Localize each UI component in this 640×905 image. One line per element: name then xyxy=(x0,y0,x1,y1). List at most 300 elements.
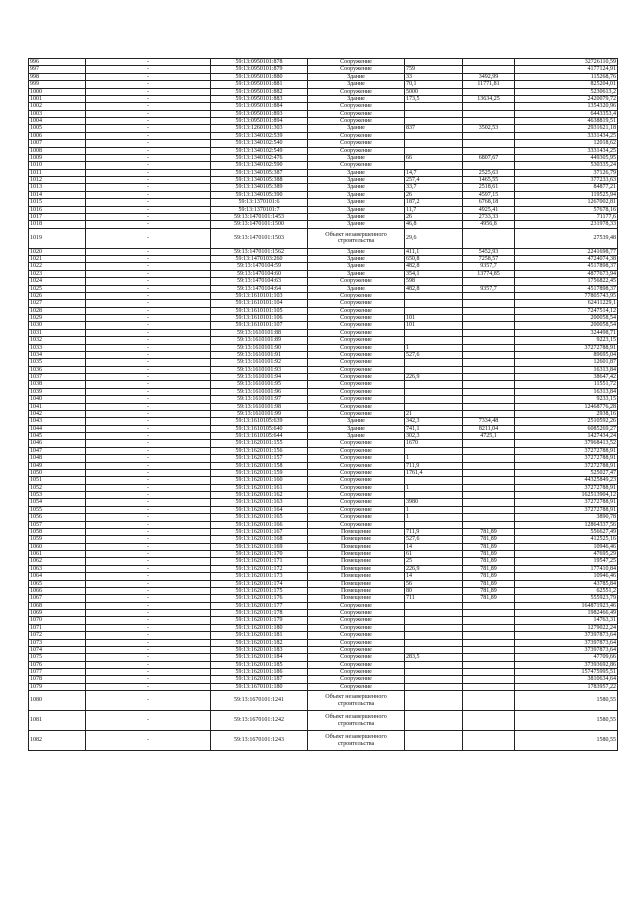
table-row xyxy=(29,322,618,329)
object-type: Сооружение xyxy=(308,337,405,344)
table-row xyxy=(29,587,618,594)
table-row xyxy=(29,558,618,565)
row-number: 1018 xyxy=(29,221,86,228)
row-dash: - xyxy=(86,632,211,639)
cadastral-number: 59:13:1470101:1453 xyxy=(211,213,308,220)
area-value xyxy=(405,59,463,66)
cadastral-cost: 12018,62 xyxy=(515,140,618,147)
table-row xyxy=(29,154,618,161)
cadastral-number: 59:13:1470103:260 xyxy=(211,256,308,263)
table-row xyxy=(29,669,618,676)
row-number: 1057 xyxy=(29,521,86,528)
row-dash: - xyxy=(86,59,211,66)
area-value: 837 xyxy=(405,125,463,132)
row-dash: - xyxy=(86,661,211,668)
cadastral-number: 59:13:1340105:387 xyxy=(211,169,308,176)
specific-value xyxy=(463,711,515,731)
row-dash: - xyxy=(86,528,211,535)
area-value xyxy=(405,521,463,528)
table-row xyxy=(29,184,618,191)
specific-value xyxy=(463,132,515,139)
row-number: 1062 xyxy=(29,558,86,565)
object-type: Сооружение xyxy=(308,322,405,329)
area-value: 711,9 xyxy=(405,462,463,469)
object-type: Сооружение xyxy=(308,147,405,154)
area-value xyxy=(405,329,463,336)
row-number: 1049 xyxy=(29,462,86,469)
table-row xyxy=(29,683,618,690)
row-number: 1023 xyxy=(29,270,86,277)
specific-value xyxy=(463,278,515,285)
area-value: 354,1 xyxy=(405,270,463,277)
cadastral-number: 59:13:1260101:303 xyxy=(211,125,308,132)
specific-value xyxy=(463,410,515,417)
specific-value xyxy=(463,322,515,329)
object-type: Сооружение xyxy=(308,610,405,617)
row-dash: - xyxy=(86,455,211,462)
cadastral-number: 59:13:1470104:63 xyxy=(211,278,308,285)
area-value: 56 xyxy=(405,580,463,587)
table-row xyxy=(29,565,618,572)
cadastral-cost: 119525,94 xyxy=(515,191,618,198)
table-row xyxy=(29,624,618,631)
row-dash: - xyxy=(86,73,211,80)
area-value xyxy=(405,103,463,110)
cadastral-number: 59:13:1620101:165 xyxy=(211,514,308,521)
cadastral-number: 59:13:0950101:878 xyxy=(211,59,308,66)
row-number: 997 xyxy=(29,66,86,73)
area-value xyxy=(405,447,463,454)
area-value xyxy=(405,624,463,631)
cadastral-number: 59:13:1610101:95 xyxy=(211,381,308,388)
area-value xyxy=(405,140,463,147)
row-dash: - xyxy=(86,646,211,653)
table-row xyxy=(29,388,618,395)
row-dash: - xyxy=(86,521,211,528)
table-row xyxy=(29,103,618,110)
area-value xyxy=(405,359,463,366)
row-number: 1032 xyxy=(29,337,86,344)
area-value: 650,8 xyxy=(405,256,463,263)
object-type: Помещение xyxy=(308,595,405,602)
cadastral-cost: 177410,84 xyxy=(515,565,618,572)
cadastral-number: 59:13:1470104:60 xyxy=(211,270,308,277)
row-dash: - xyxy=(86,374,211,381)
cadastral-cost: 77805743,95 xyxy=(515,292,618,299)
object-type: Здание xyxy=(308,213,405,220)
table-row xyxy=(29,88,618,95)
area-value xyxy=(405,118,463,125)
row-dash: - xyxy=(86,462,211,469)
object-type: Помещение xyxy=(308,558,405,565)
row-number: 1004 xyxy=(29,118,86,125)
area-value: 25 xyxy=(405,558,463,565)
cadastral-cost: 47695,29 xyxy=(515,551,618,558)
specific-value: 781,89 xyxy=(463,536,515,543)
row-number: 1035 xyxy=(29,359,86,366)
row-dash: - xyxy=(86,162,211,169)
specific-value: 781,89 xyxy=(463,543,515,550)
row-number: 1036 xyxy=(29,366,86,373)
specific-value xyxy=(463,447,515,454)
area-value: 187,2 xyxy=(405,199,463,206)
table-row xyxy=(29,676,618,683)
row-number: 1028 xyxy=(29,307,86,314)
object-type: Сооружение xyxy=(308,624,405,631)
table-row xyxy=(29,169,618,176)
object-type: Сооружение xyxy=(308,499,405,506)
row-dash: - xyxy=(86,477,211,484)
object-type: Сооружение xyxy=(308,646,405,653)
cadastral-cost: 12468776,28 xyxy=(515,403,618,410)
row-dash: - xyxy=(86,602,211,609)
row-number: 1019 xyxy=(29,228,86,248)
row-dash: - xyxy=(86,711,211,731)
specific-value xyxy=(463,359,515,366)
object-type: Здание xyxy=(308,206,405,213)
table-row xyxy=(29,315,618,322)
area-value: 61 xyxy=(405,551,463,558)
cadastral-cost: 3890,78 xyxy=(515,514,618,521)
cadastral-number: 59:13:1620101:187 xyxy=(211,676,308,683)
cadastral-number: 59:13:0950101:883 xyxy=(211,95,308,102)
object-type: Сооружение xyxy=(308,292,405,299)
area-value xyxy=(405,396,463,403)
specific-value xyxy=(463,344,515,351)
cadastral-cost: 12601,87 xyxy=(515,359,618,366)
table-row xyxy=(29,162,618,169)
object-type: Помещение xyxy=(308,580,405,587)
specific-value xyxy=(463,66,515,73)
row-number: 1033 xyxy=(29,344,86,351)
row-dash: - xyxy=(86,184,211,191)
row-number: 996 xyxy=(29,59,86,66)
row-dash: - xyxy=(86,492,211,499)
table-row xyxy=(29,661,618,668)
row-number: 1074 xyxy=(29,646,86,653)
object-type: Сооружение xyxy=(308,632,405,639)
area-value: 283,5 xyxy=(405,654,463,661)
area-value xyxy=(405,731,463,751)
row-number: 1061 xyxy=(29,551,86,558)
cadastral-number: 59:13:1620101:185 xyxy=(211,661,308,668)
area-value: 1 xyxy=(405,344,463,351)
area-value xyxy=(405,337,463,344)
row-number: 1029 xyxy=(29,315,86,322)
cadastral-number: 59:13:1340102:540 xyxy=(211,140,308,147)
cadastral-number: 59:13:0950101:881 xyxy=(211,81,308,88)
row-number: 1000 xyxy=(29,88,86,95)
area-value: 527,6 xyxy=(405,351,463,358)
specific-value: 6807,67 xyxy=(463,154,515,161)
row-dash: - xyxy=(86,433,211,440)
object-type: Здание xyxy=(308,73,405,80)
object-type: Помещение xyxy=(308,573,405,580)
area-value xyxy=(405,617,463,624)
table-row xyxy=(29,711,618,731)
cadastral-number: 59:13:1610105:639 xyxy=(211,418,308,425)
row-dash: - xyxy=(86,191,211,198)
specific-value: 4925,41 xyxy=(463,206,515,213)
object-type: Сооружение xyxy=(308,639,405,646)
area-value: 1 xyxy=(405,506,463,513)
table-row xyxy=(29,646,618,653)
row-number: 1031 xyxy=(29,329,86,336)
row-dash: - xyxy=(86,565,211,572)
object-type: Помещение xyxy=(308,565,405,572)
cadastral-cost: 27539,48 xyxy=(515,228,618,248)
area-value xyxy=(405,292,463,299)
specific-value: 9357,7 xyxy=(463,263,515,270)
area-value xyxy=(405,602,463,609)
row-dash: - xyxy=(86,669,211,676)
area-value: 21 xyxy=(405,410,463,417)
object-type: Сооружение xyxy=(308,315,405,322)
area-value: 26 xyxy=(405,213,463,220)
cadastral-cost: 157475995,51 xyxy=(515,669,618,676)
specific-value: 781,89 xyxy=(463,587,515,594)
object-type: Сооружение xyxy=(308,514,405,521)
area-value: 411,1 xyxy=(405,248,463,255)
table-row xyxy=(29,228,618,248)
cadastral-number: 59:13:0950101:893 xyxy=(211,110,308,117)
specific-value xyxy=(463,617,515,624)
row-number: 1039 xyxy=(29,388,86,395)
area-value xyxy=(405,632,463,639)
cadastral-cost: 1756822,45 xyxy=(515,278,618,285)
specific-value xyxy=(463,661,515,668)
row-number: 1005 xyxy=(29,125,86,132)
area-value: 26 xyxy=(405,191,463,198)
table-row xyxy=(29,110,618,117)
table-row xyxy=(29,580,618,587)
cadastral-number: 59:13:1610101:105 xyxy=(211,307,308,314)
area-value: 33,7 xyxy=(405,184,463,191)
cadastral-cost: 200058,54 xyxy=(515,315,618,322)
object-type: Здание xyxy=(308,177,405,184)
object-type: Здание xyxy=(308,248,405,255)
specific-value: 13634,25 xyxy=(463,95,515,102)
cadastral-cost: 9223,15 xyxy=(515,337,618,344)
row-dash: - xyxy=(86,300,211,307)
object-type: Сооружение xyxy=(308,447,405,454)
cadastral-cost: 37272788,91 xyxy=(515,499,618,506)
area-value: 759 xyxy=(405,66,463,73)
row-number: 1063 xyxy=(29,565,86,572)
object-type: Здание xyxy=(308,256,405,263)
row-number: 1069 xyxy=(29,610,86,617)
row-number: 1070 xyxy=(29,617,86,624)
specific-value xyxy=(463,521,515,528)
cadastral-cost: 89695,04 xyxy=(515,351,618,358)
table-row xyxy=(29,396,618,403)
specific-value xyxy=(463,506,515,513)
cadastral-number: 59:13:1620101:180 xyxy=(211,624,308,631)
cadastral-number: 59:13:1670101:1243 xyxy=(211,731,308,751)
specific-value: 4597,15 xyxy=(463,191,515,198)
row-dash: - xyxy=(86,228,211,248)
table-row xyxy=(29,617,618,624)
cadastral-cost: 37397873,64 xyxy=(515,639,618,646)
table-row xyxy=(29,418,618,425)
area-value xyxy=(405,639,463,646)
area-value: 80 xyxy=(405,587,463,594)
cadastral-cost: 44325849,23 xyxy=(515,477,618,484)
area-value: 741,1 xyxy=(405,425,463,432)
specific-value xyxy=(463,59,515,66)
cadastral-cost: 32726110,59 xyxy=(515,59,618,66)
row-dash: - xyxy=(86,221,211,228)
row-dash: - xyxy=(86,469,211,476)
row-number: 1066 xyxy=(29,587,86,594)
cadastral-number: 59:13:1610105:644 xyxy=(211,433,308,440)
cadastral-number: 59:13:1620101:172 xyxy=(211,565,308,572)
row-dash: - xyxy=(86,95,211,102)
cadastral-number: 59:13:1620101:164 xyxy=(211,506,308,513)
cadastral-cost: 3331434,25 xyxy=(515,132,618,139)
specific-value xyxy=(463,110,515,117)
cadastral-number: 59:13:1610101:91 xyxy=(211,351,308,358)
cadastral-number: 59:13:1620101:161 xyxy=(211,484,308,491)
area-value: 33 xyxy=(405,73,463,80)
row-dash: - xyxy=(86,118,211,125)
cadastral-cost: 1580,55 xyxy=(515,731,618,751)
table-row xyxy=(29,248,618,255)
row-dash: - xyxy=(86,610,211,617)
cadastral-cost: 16313,84 xyxy=(515,366,618,373)
row-dash: - xyxy=(86,639,211,646)
table-row xyxy=(29,206,618,213)
row-dash: - xyxy=(86,410,211,417)
cadastral-cost: 37397873,64 xyxy=(515,632,618,639)
specific-value xyxy=(463,492,515,499)
specific-value xyxy=(463,162,515,169)
table-row xyxy=(29,59,618,66)
table-row xyxy=(29,292,618,299)
object-type: Сооружение xyxy=(308,59,405,66)
cadastral-cost: 19547,25 xyxy=(515,558,618,565)
specific-value xyxy=(463,469,515,476)
object-type: Сооружение xyxy=(308,162,405,169)
cadastral-number: 59:13:1620101:167 xyxy=(211,528,308,535)
row-number: 1078 xyxy=(29,676,86,683)
row-number: 1034 xyxy=(29,351,86,358)
cadastral-cost: 37272788,91 xyxy=(515,344,618,351)
cadastral-number: 59:13:1620101:179 xyxy=(211,617,308,624)
cadastral-number: 59:13:1620101:159 xyxy=(211,469,308,476)
cadastral-number: 59:13:1470104:64 xyxy=(211,285,308,292)
specific-value xyxy=(463,351,515,358)
row-number: 1006 xyxy=(29,132,86,139)
area-value xyxy=(405,669,463,676)
area-value: 711 xyxy=(405,595,463,602)
row-dash: - xyxy=(86,292,211,299)
area-value xyxy=(405,646,463,653)
row-number: 1082 xyxy=(29,731,86,751)
cadastral-cost: 449305,95 xyxy=(515,154,618,161)
cadastral-cost: 37393692,86 xyxy=(515,661,618,668)
specific-value xyxy=(463,88,515,95)
row-number: 1052 xyxy=(29,484,86,491)
specific-value xyxy=(463,140,515,147)
table-row xyxy=(29,256,618,263)
row-dash: - xyxy=(86,514,211,521)
table-row xyxy=(29,492,618,499)
area-value: 11,7 xyxy=(405,206,463,213)
cadastral-number: 59:13:1470104:59 xyxy=(211,263,308,270)
cadastral-cost: 12864337,56 xyxy=(515,521,618,528)
row-number: 1058 xyxy=(29,528,86,535)
area-value xyxy=(405,307,463,314)
area-value: 66 xyxy=(405,154,463,161)
row-number: 1027 xyxy=(29,300,86,307)
cadastral-cost: 4877673,94 xyxy=(515,270,618,277)
table-row xyxy=(29,140,618,147)
area-value: 257,4 xyxy=(405,177,463,184)
row-number: 1037 xyxy=(29,374,86,381)
specific-value xyxy=(463,632,515,639)
specific-value xyxy=(463,300,515,307)
area-value: 226,9 xyxy=(405,565,463,572)
row-dash: - xyxy=(86,447,211,454)
cadastral-number: 59:13:1340102:549 xyxy=(211,147,308,154)
specific-value xyxy=(463,366,515,373)
object-type: Сооружение xyxy=(308,66,405,73)
cadastral-cost: 1580,55 xyxy=(515,691,618,711)
row-number: 1041 xyxy=(29,403,86,410)
row-dash: - xyxy=(86,177,211,184)
table-row xyxy=(29,543,618,550)
cadastral-number: 59:13:1610101:97 xyxy=(211,396,308,403)
table-row xyxy=(29,440,618,447)
specific-value: 781,89 xyxy=(463,551,515,558)
table-row xyxy=(29,573,618,580)
row-dash: - xyxy=(86,676,211,683)
object-type: Помещение xyxy=(308,536,405,543)
specific-value xyxy=(463,602,515,609)
area-value xyxy=(405,691,463,711)
cadastral-number: 59:13:1670101:1241 xyxy=(211,691,308,711)
object-type: Здание xyxy=(308,221,405,228)
row-dash: - xyxy=(86,381,211,388)
row-number: 1081 xyxy=(29,711,86,731)
area-value xyxy=(405,492,463,499)
cadastral-cost: 4724074,38 xyxy=(515,256,618,263)
area-value: 46,8 xyxy=(405,221,463,228)
row-number: 1012 xyxy=(29,177,86,184)
area-value: 101 xyxy=(405,322,463,329)
cadastral-cost: 231978,33 xyxy=(515,221,618,228)
row-dash: - xyxy=(86,213,211,220)
specific-value xyxy=(463,228,515,248)
cadastral-cost: 43785,84 xyxy=(515,580,618,587)
cadastral-number: 59:13:1620101:175 xyxy=(211,587,308,594)
table-row xyxy=(29,410,618,417)
cadastral-number: 59:13:1620101:171 xyxy=(211,558,308,565)
table-row xyxy=(29,403,618,410)
specific-value xyxy=(463,374,515,381)
row-number: 1003 xyxy=(29,110,86,117)
cadastral-cost: 1279022,24 xyxy=(515,624,618,631)
row-number: 1021 xyxy=(29,256,86,263)
row-dash: - xyxy=(86,440,211,447)
cadastral-number: 59:13:1620101:170 xyxy=(211,551,308,558)
table-row xyxy=(29,477,618,484)
row-number: 999 xyxy=(29,81,86,88)
cadastral-number: 59:13:1610101:96 xyxy=(211,388,308,395)
table-row xyxy=(29,551,618,558)
object-type: Объект незавершенного строительства xyxy=(308,731,405,751)
